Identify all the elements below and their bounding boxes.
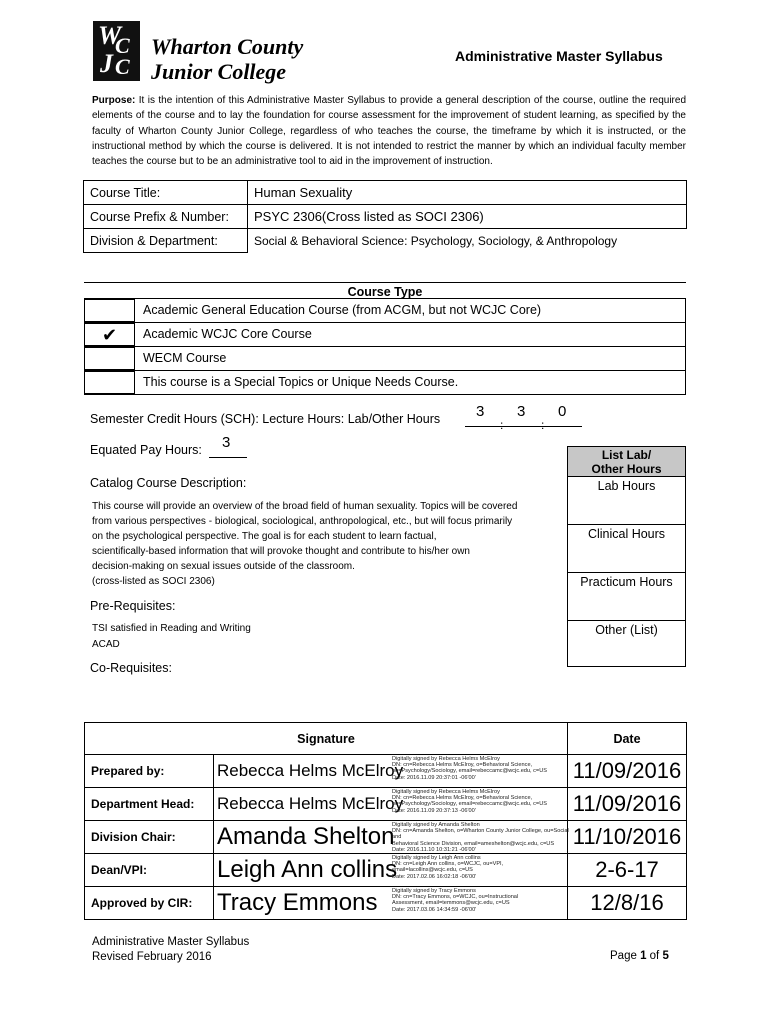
college-name-line1: Wharton County <box>151 34 304 59</box>
logo-letter-c: C <box>115 33 130 58</box>
signature-column-header: Signature <box>85 723 568 755</box>
catalog-line: scientifically-based information that will provoke thought and contribute to his/her own <box>92 546 470 557</box>
prereq-label: Pre-Requisites: <box>90 599 176 613</box>
course-type-checkbox[interactable] <box>84 347 135 370</box>
footer-revised: Revised February 2016 <box>92 951 212 963</box>
sch-separator: : <box>500 418 504 432</box>
course-title-value: Human Sexuality <box>248 181 687 205</box>
purpose-paragraph <box>92 93 686 169</box>
course-type-option <box>84 298 686 322</box>
signer-name: Leigh Ann collins <box>217 856 398 883</box>
clinical-hours-cell[interactable]: Clinical Hours <box>568 525 685 573</box>
course-type-checkbox-checked[interactable]: ✔ <box>84 323 135 346</box>
date-column-header: Date <box>568 723 687 755</box>
course-type-label: Academic General Education Course (from ACGM, but not WCJC Core) <box>143 303 542 317</box>
signer-role: Approved by CIR: <box>85 887 214 920</box>
list-lab-box <box>567 446 686 667</box>
course-title-label: Course Title: <box>84 181 248 205</box>
sch-label: Semester Credit Hours (SCH): Lecture Hours: Lab/Other Hours <box>90 412 441 426</box>
signer-role: Dean/VPI: <box>85 854 214 887</box>
digital-signature-stamp: Digitally signed by Tracy Emmons DN: cn=Tracy Emmons, o=WCJC, ou=Instructional Assessment, email=temmons@wcjc.edu, c=US Date: 2017.03.06 14:34:59 -06'00' <box>392 888 519 913</box>
sch-underline <box>465 426 582 427</box>
course-type-label: WECM Course <box>143 351 227 365</box>
signature-table <box>84 722 687 920</box>
list-lab-header-line1: List Lab/ <box>601 448 652 462</box>
document-title: Administrative Master Syllabus <box>455 48 663 64</box>
footer <box>92 935 249 965</box>
signature-date: 2-6-17 <box>568 854 687 887</box>
division-label: Division & Department: <box>84 229 248 253</box>
total-pages: 5 <box>662 950 669 962</box>
prereq-item: TSI satisfied in Reading and Writing <box>92 623 251 634</box>
course-title-row <box>84 181 687 205</box>
digital-signature-stamp: Digitally signed by Rebecca Helms McElroy DN: cn=Rebecca Helms McElroy, o=Behavioral Science, ou=Psychology/Sociology, email=rebeccamc@wcjc.edu, c=US Date: 2016.11.09 20:37:13 -06'00' <box>392 789 547 814</box>
signature-row <box>85 788 687 821</box>
other-hours-cell[interactable]: Other (List) <box>595 623 658 637</box>
signer-name: Amanda Shelton <box>217 823 395 850</box>
digital-signature-stamp: Digitally signed by Amanda Shelton DN: cn=Amanda Shelton, o=Wharton County Junior College, ou=Social and Behavioral Science Division, email=ameshelton@wcjc.edu, c=US Date: 2016.11.10 10:31:21 -06'00' <box>392 822 569 853</box>
catalog-line: (cross-listed as SOCI 2306) <box>92 576 215 587</box>
signer-name: Tracy Emmons <box>217 889 378 916</box>
signature-field[interactable] <box>214 755 568 788</box>
signature-row <box>85 821 687 854</box>
signature-field[interactable] <box>214 788 568 821</box>
purpose-text: It is the intention of this Administrative Master Syllabus to provide a general description of the course, outline the required elements of the course and to lay the foundation for course assessment for the improvement of student learning, as specified by the faculty of Wharton County Junior College, regardless of who teaches the course, the timeframe by which it is instructed, or the instructional method by which the course is delivered. It is not intended to restrict the manner by which an individual faculty member teaches the course but to be an administrative tool to aid in the improvement of instruction. <box>92 95 687 168</box>
course-type-border <box>84 394 686 395</box>
division-value: Social & Behavioral Science: Psychology, Sociology, & Anthropology <box>248 229 687 253</box>
lab-hours-cell[interactable]: Lab Hours <box>568 478 685 525</box>
college-name <box>151 34 303 84</box>
equated-pay-underline <box>209 457 247 458</box>
sch-separator: : <box>541 418 545 432</box>
lecture-hours-value[interactable]: 3 <box>517 403 526 420</box>
college-name-line2: Junior College <box>151 59 287 84</box>
course-type-option <box>84 370 686 394</box>
course-info-table <box>83 180 687 253</box>
signature-date: 11/09/2016 <box>568 755 687 788</box>
signature-date: 11/10/2016 <box>568 821 687 854</box>
catalog-line: on the psychological perspective. The goal is for each student to learn factual, <box>92 531 437 542</box>
course-type-checkbox[interactable] <box>84 299 135 322</box>
list-lab-header <box>568 447 685 477</box>
signature-row <box>85 887 687 920</box>
signature-row <box>85 854 687 887</box>
college-logo <box>93 21 140 81</box>
prereq-list <box>92 621 251 652</box>
signer-name: Rebecca Helms McElroy <box>217 794 404 813</box>
coreq-label: Co-Requisites: <box>90 661 172 675</box>
current-page: 1 <box>640 950 647 962</box>
signature-field[interactable] <box>214 854 568 887</box>
course-prefix-label: Course Prefix & Number: <box>84 205 248 229</box>
signature-field[interactable] <box>214 887 568 920</box>
signature-header-row <box>85 723 687 755</box>
course-type-checkbox[interactable] <box>84 371 135 394</box>
course-type-option <box>84 322 686 346</box>
page-number: Page 1 of 5 <box>610 950 669 962</box>
signer-role: Prepared by: <box>85 755 214 788</box>
course-type-border <box>685 298 686 394</box>
sch-value[interactable]: 3 <box>476 403 485 420</box>
purpose-label: Purpose: <box>92 95 136 106</box>
footer-title: Administrative Master Syllabus <box>92 936 250 948</box>
list-lab-header-line2: Other Hours <box>591 462 662 476</box>
logo-letter-j: J <box>100 49 113 78</box>
signature-date: 12/8/16 <box>568 887 687 920</box>
logo-letter-c2: C <box>115 54 130 79</box>
signature-row <box>85 755 687 788</box>
digital-signature-stamp: Digitally signed by Leigh Ann collins DN: cn=Leigh Ann collins, o=WCJC, ou=VPI, email=lacollins@wcjc.edu, c=US Date: 2017.02.06 16:02:18 -06'00' <box>392 855 504 880</box>
equated-pay-label: Equated Pay Hours: <box>90 443 202 457</box>
logo-letter-w: W <box>98 21 122 50</box>
digital-signature-stamp: Digitally signed by Rebecca Helms McElroy DN: cn=Rebecca Helms McElroy, o=Behavioral Science, ou=Psychology/Sociology, email=rebeccamc@wcjc.edu, c=US Date: 2016.11.09 20:37:01 -06'00' <box>392 756 547 781</box>
lab-hours-value[interactable]: 0 <box>558 403 567 420</box>
course-type-label: Academic WCJC Core Course <box>143 327 312 341</box>
signer-name: Rebecca Helms McElroy <box>217 761 404 780</box>
course-type-label: This course is a Special Topics or Unique Needs Course. <box>143 375 459 389</box>
signature-date: 11/09/2016 <box>568 788 687 821</box>
practicum-hours-cell[interactable]: Practicum Hours <box>568 573 685 621</box>
prereq-item: ACAD <box>92 638 120 650</box>
division-row <box>84 229 687 253</box>
course-prefix-value: PSYC 2306(Cross listed as SOCI 2306) <box>248 205 687 229</box>
catalog-line: from various perspectives - biological, sociological, anthropological, etc., but will focus primarily <box>92 516 513 527</box>
course-prefix-row <box>84 205 687 229</box>
catalog-description <box>92 499 552 589</box>
course-type-option <box>84 346 686 370</box>
catalog-label: Catalog Course Description: <box>90 476 247 490</box>
signer-role: Department Head: <box>85 788 214 821</box>
signer-role: Division Chair: <box>85 821 214 854</box>
signature-field[interactable] <box>214 821 568 854</box>
equated-pay-value[interactable]: 3 <box>222 434 231 451</box>
course-type-title: Course Type <box>84 282 686 299</box>
catalog-line: decision-making on sexual issues outside of the classroom. <box>92 561 355 572</box>
catalog-line: This course will provide an overview of the broad field of human sexuality. Topics will be covered <box>92 501 518 512</box>
